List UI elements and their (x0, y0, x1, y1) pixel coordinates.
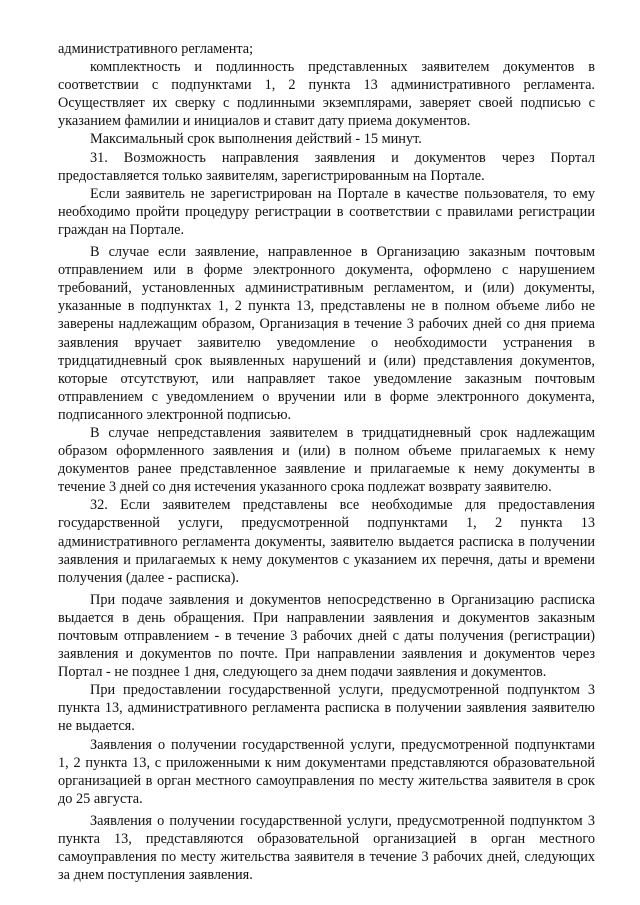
paragraph-regulation-end: административного регламента; (58, 41, 254, 57)
paragraph-portal-registration: Если заявитель не зарегистрирован на Портале в качестве пользователя, то ему необходимо пройти процедуру регистрации в соответствии с правилами регистрации граждан на Портале. (58, 185, 595, 238)
paragraph-receipt-timing: При подаче заявления и документов непосредственно в Организацию расписка выдается в день обращения. При направлении заявления и документов заказным почтовым отправлением - в течение 3 рабочих дней с даты получения (регистрации) заявления и документов по почте. При направлении заявления и документов через Портал - не позднее 1 дня, следующего за днем подачи заявления и документов. (58, 591, 595, 681)
paragraph-32-receipt: 32. Если заявителем представлены все необходимые для предоставления государственной услуги, предусмотренной подпунктами 1, 2 пункта 13 административного регламента документы, заявителю выдается расписка в получении заявления и прилагаемых к нему документов с указанием их перечня, даты и времени получения (далее - расписка). (58, 497, 595, 586)
paragraph-deadline-3-days: Заявления о получении государственной услуги, предусмотренной подпунктом 3 пункта 13, представляются образовательной организацией в орган местного самоуправления по месту жительства заявителя в течение 3 рабочих дней, следующих за днем поступления заявления. (58, 812, 595, 884)
paragraph-return-documents: В случае непредставления заявителем в тридцатидневный срок надлежащим образом оформленного заявления и (или) в полном объеме прилагаемых к нему документов ранее представленное заявление и прилагаемые к нему документы в течение 3 дней со дня истечения указанного срока подлежат возврату заявителю. (58, 424, 595, 496)
document-page (58, 40, 595, 884)
paragraph-deadline-august: Заявления о получении государственной услуги, предусмотренной подпунктами 1, 2 пункта 13, с приложенными к ним документами представляются образовательной организацией в орган местного самоуправления по месту жительства заявителя в срок до 25 августа. (58, 736, 595, 807)
paragraph-31-portal: 31. Возможность направления заявления и документов через Портал предоставляется только заявителям, зарегистрированным на Портале. (58, 149, 595, 184)
paragraph-max-time: Максимальный срок выполнения действий - 15 минут. (90, 131, 422, 148)
paragraph-no-receipt: При предоставлении государственной услуги, предусмотренной подпунктом 3 пункта 13, административного регламента расписка в получении заявления заявителю не выдается. (58, 682, 595, 735)
paragraph-completeness-check: комплектность и подлинность представленных заявителем документов в соответствии с подпунктами 1, 2 пункта 13 административного регламента. Осуществляет их сверку с подлинными экземплярами, заверяет своей подписью с указанием фамилии и инициалов и ставит дату приема документов. (58, 59, 595, 130)
paragraph-violation-notice: В случае если заявление, направленное в Организацию заказным почтовым отправлением или в форме электронного документа, оформлено с нарушением требований, установленных административным регламентом, и (или) документы, указанные в подпунктах 1, 2 пункта 13, представлены не в полном объеме либо не заверены надлежащим образом, Организация в течение 3 рабочих дней со дня приема заявления вручает заявителю уведомление о необходимости устранения в тридцатидневный срок выявленных нарушений и (или) представления документов, которые отсутствуют, или направляет такое уведомление заказным почтовым отправлением с уведомлением о вручении или в форме электронного документа, подписанного электронной подписью. (58, 244, 595, 423)
